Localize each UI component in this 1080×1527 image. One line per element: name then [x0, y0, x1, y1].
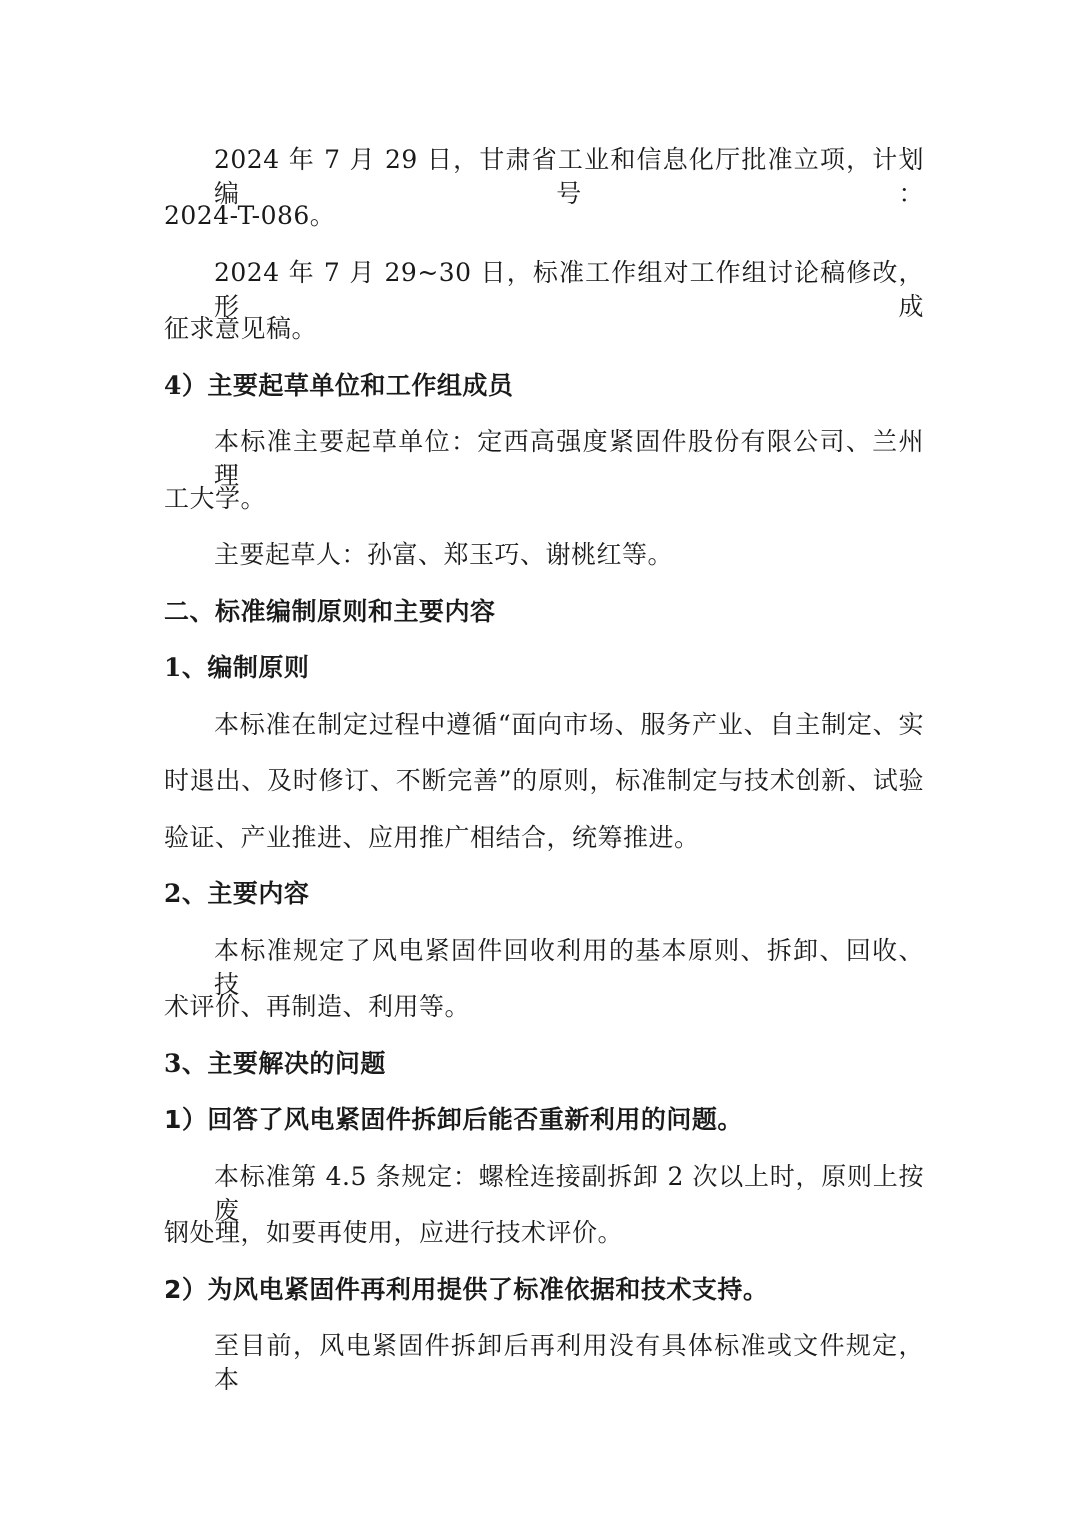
heading-main-problems: 3、主要解决的问题: [164, 1049, 386, 1078]
heading-compilation-principles: 1、编制原则: [164, 653, 310, 682]
paragraph-revision-line-1: 2024 年 7 月 29~30 日，标准工作组对工作组讨论稿修改，形成: [214, 258, 924, 321]
paragraph-article-4-5-line-1: 本标准第 4.5 条规定：螺栓连接副拆卸 2 次以上时，原则上按废: [214, 1162, 924, 1225]
subheading-reuse-question: 1）回答了风电紧固件拆卸后能否重新利用的问题。: [164, 1105, 743, 1134]
heading-main-content: 2、主要内容: [164, 879, 310, 908]
paragraph-revision-line-2: 征求意见稿。: [164, 314, 318, 343]
paragraph-main-content-line-1: 本标准规定了风电紧固件回收利用的基本原则、拆卸、回收、技: [214, 936, 924, 999]
paragraph-principles-line-1: 本标准在制定过程中遵循“面向市场、服务产业、自主制定、实: [214, 710, 924, 739]
heading-drafting-units: 4）主要起草单位和工作组成员: [164, 371, 514, 400]
paragraph-drafters: 主要起草人：孙富、郑玉巧、谢桃红等。: [214, 540, 674, 569]
section-heading-principles-and-content: 二、标准编制原则和主要内容: [164, 597, 496, 626]
paragraph-principles-line-3: 验证、产业推进、应用推广相结合，统筹推进。: [164, 823, 700, 852]
paragraph-principles-line-2: 时退出、及时修订、不断完善”的原则，标准制定与技术创新、试验: [164, 766, 924, 795]
paragraph-article-4-5-line-2: 钢处理，如要再使用，应进行技术评价。: [164, 1218, 624, 1247]
paragraph-current-status-line-1: 至目前，风电紧固件拆卸后再利用没有具体标准或文件规定，本: [214, 1331, 924, 1394]
paragraph-approval-line-1: 2024 年 7 月 29 日，甘肃省工业和信息化厅批准立项，计划编号：: [214, 145, 924, 208]
paragraph-main-content-line-2: 术评价、再制造、利用等。: [164, 992, 471, 1021]
subheading-standard-basis: 2）为风电紧固件再利用提供了标准依据和技术支持。: [164, 1275, 769, 1304]
paragraph-drafting-units-line-1: 本标准主要起草单位：定西高强度紧固件股份有限公司、兰州理: [214, 427, 924, 490]
paragraph-approval-line-2: 2024-T-086。: [164, 201, 336, 230]
paragraph-drafting-units-line-2: 工大学。: [164, 484, 267, 513]
